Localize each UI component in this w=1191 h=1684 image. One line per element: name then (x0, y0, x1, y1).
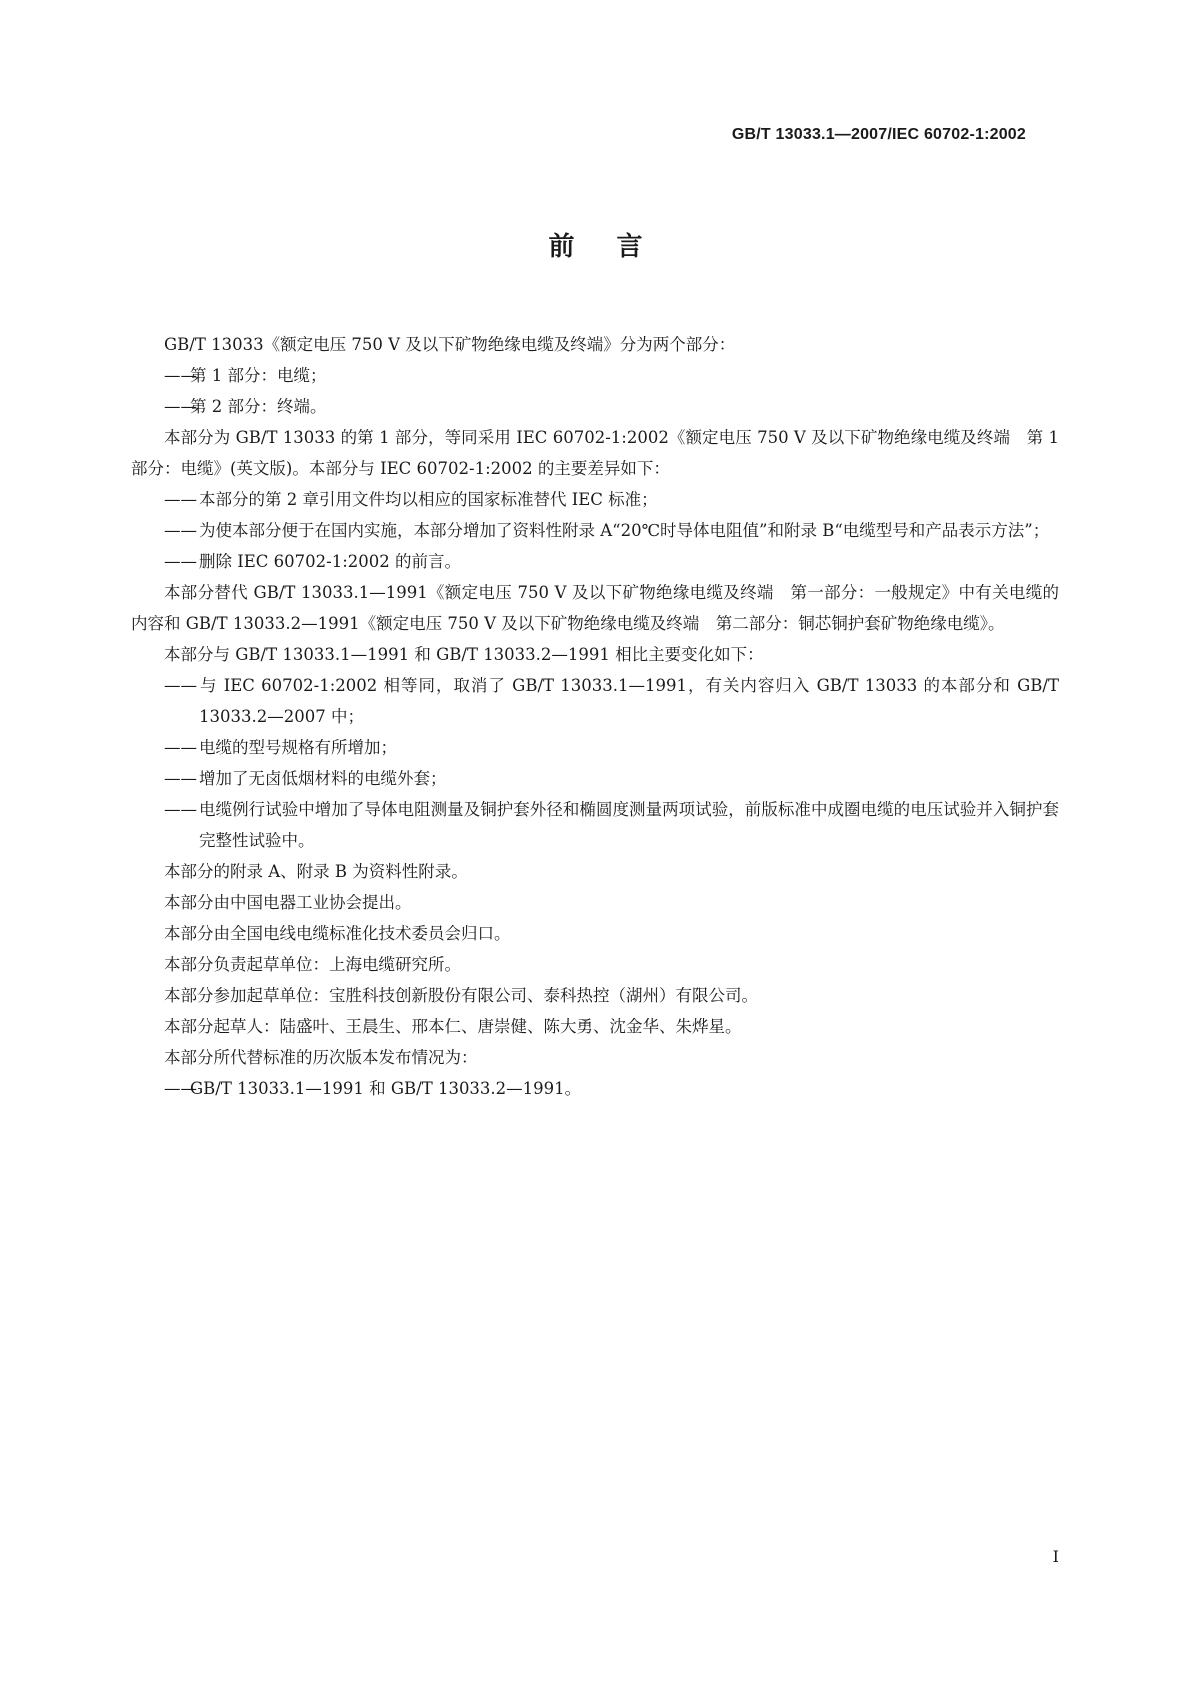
part-item-text: 第 2 部分：终端。 (190, 397, 327, 416)
difference-list-item (131, 484, 1059, 515)
dash-mark: —— (164, 521, 197, 540)
dash-mark: —— (164, 800, 197, 819)
participating-drafters-paragraph: 本部分参加起草单位：宝胜科技创新股份有限公司、泰科热控（湖州）有限公司。 (164, 986, 758, 1005)
changes-intro-paragraph: 本部分与 GB/T 13033.1—1991 和 GB/T 13033.2—1991 相比主要变化如下： (164, 645, 764, 664)
dash-mark: —— (164, 738, 197, 757)
difference-item-text: 本部分的第 2 章引用文件均以相应的国家标准替代 IEC 标准； (199, 490, 658, 509)
annex-paragraph: 本部分的附录 A、附录 B 为资料性附录。 (164, 862, 468, 881)
difference-list-item (131, 515, 1059, 546)
dash-mark: —— (164, 552, 197, 571)
adoption-paragraph: 本部分为 GB/T 13033 的第 1 部分，等同采用 IEC 60702-1:2002《额定电压 750 V 及以下矿物绝缘电缆及终端 第 1 部分：电缆》(英文版)。本部分与 IEC 60702-1:2002 的主要差异如下： (131, 428, 1059, 478)
page-title: 前言 (548, 232, 685, 262)
page-number: I (1052, 1547, 1059, 1566)
history-item-text: GB/T 13033.1—1991 和 GB/T 13033.2—1991。 (190, 1079, 582, 1098)
change-item-text: 电缆的型号规格有所增加； (199, 738, 397, 757)
history-list-item (131, 1073, 1059, 1104)
drafters-paragraph: 本部分起草人：陆盛叶、王晨生、邢本仁、唐崇健、陈大勇、沈金华、朱烨星。 (164, 1017, 742, 1036)
part-item-text: 第 1 部分：电缆； (190, 366, 327, 385)
part-list-item (131, 391, 1059, 422)
standard-code-header: GB/T 13033.1—2007/IEC 60702-1:2002 (731, 126, 1026, 143)
dash-mark: —— (164, 676, 197, 695)
intro-paragraph: GB/T 13033《额定电压 750 V 及以下矿物绝缘电缆及终端》分为两个部分： (164, 335, 736, 354)
difference-list-item (131, 546, 1059, 577)
change-list-item (131, 763, 1059, 794)
change-list-item (131, 670, 1059, 732)
change-list-item (131, 732, 1059, 763)
dash-mark: —— (164, 366, 197, 385)
difference-item-text: 为使本部分便于在国内实施，本部分增加了资料性附录 A“20℃时导体电阻值”和附录 B“电缆型号和产品表示方法”； (199, 521, 1050, 540)
change-item-text: 增加了无卤低烟材料的电缆外套； (199, 769, 447, 788)
difference-item-text: 删除 IEC 60702-1:2002 的前言。 (199, 552, 462, 571)
responsible-drafter-paragraph: 本部分负责起草单位：上海电缆研究所。 (164, 955, 461, 974)
history-intro-paragraph: 本部分所代替标准的历次版本发布情况为： (164, 1048, 478, 1067)
centralized-paragraph: 本部分由全国电线电缆标准化技术委员会归口。 (164, 924, 511, 943)
part-list-item (131, 360, 1059, 391)
dash-mark: —— (164, 490, 197, 509)
proposer-paragraph: 本部分由中国电器工业协会提出。 (164, 893, 412, 912)
dash-mark: —— (164, 769, 197, 788)
dash-mark: —— (164, 1079, 197, 1098)
dash-mark: —— (164, 397, 197, 416)
change-item-text: 电缆例行试验中增加了导体电阻测量及铜护套外径和椭圆度测量两项试验，前版标准中成圈电缆的电压试验并入铜护套完整性试验中。 (199, 800, 1059, 850)
change-item-text: 与 IEC 60702-1:2002 相等同，取消了 GB/T 13033.1—1991，有关内容归入 GB/T 13033 的本部分和 GB/T 13033.2—2007 中； (199, 676, 1059, 726)
change-list-item (131, 794, 1059, 856)
replacement-paragraph: 本部分替代 GB/T 13033.1—1991《额定电压 750 V 及以下矿物绝缘电缆及终端 第一部分：一般规定》中有关电缆的内容和 GB/T 13033.2—1991《额定电压 750 V 及以下矿物绝缘电缆及终端 第二部分：铜芯铜护套矿物绝缘电缆》。 (131, 583, 1059, 633)
foreword-body (131, 329, 1059, 1104)
